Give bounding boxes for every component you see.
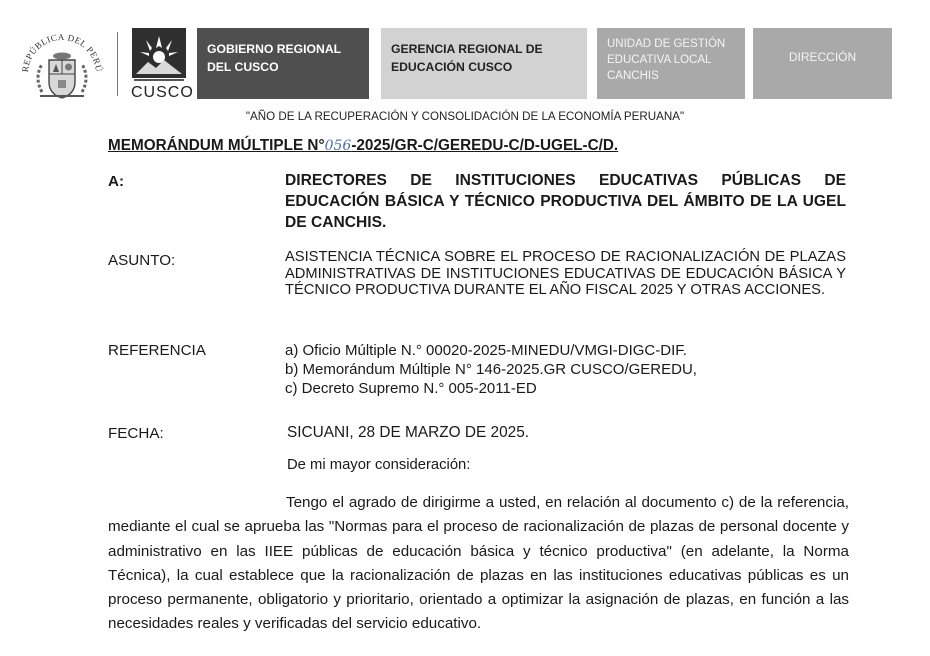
body-paragraph: [108, 491, 849, 637]
reference-item: b) Memorándum Múltiple N° 146-2025.GR CUSCO/GEREDU,: [285, 361, 697, 378]
to-label: A:: [108, 173, 125, 190]
date-value: SICUANI, 28 DE MARZO DE 2025.: [287, 424, 530, 441]
body-paragraph-text: Tengo el agrado de dirigirme a usted, en relación al documento c) de la referencia, mediante el cual se aprueba las "Normas para el proceso de racionalización de plazas de personal docente y administrativo en las IIEE públicas de educación básica y técnico productiva" (en adelante, la Norma Técnica), la cual establece que la racionalización de plazas en las instituciones educativas públicas es un proceso permanente, obligatorio y prioritario, orientado a optimizar la asignación de plazas, en función a las necesidades reales y verificadas del servicio educativo.: [108, 494, 849, 633]
header-box-direccion: DIRECCIÓN: [753, 28, 892, 99]
peru-coat-of-arms-icon: [18, 26, 106, 104]
org-logo-wordmark: CUSCO: [131, 84, 194, 101]
subject-value: ASISTENCIA TÉCNICA SOBRE EL PROCESO DE RACIONALIZACIÓN DE PLAZAS ADMINISTRATIVAS DE INSTITUCIONES EDUCATIVAS DE EDUCACIÓN BÁSICA Y TÉCNICO PRODUCTIVA DURANTE EL AÑO FISCAL 2025 Y OTRAS ACCIONES.: [285, 249, 846, 298]
header-box-gobierno-regional: GOBIERNO REGIONAL DEL CUSCO: [197, 28, 369, 99]
memo-number-handwritten: 056: [324, 138, 352, 154]
to-value: DIRECTORES DE INSTITUCIONES EDUCATIVAS PÚBLICAS DE EDUCACIÓN BÁSICA Y TÉCNICO PRODUCTIVA DEL ÁMBITO DE LA UGEL DE CANCHIS.: [285, 172, 846, 231]
memo-title-suffix: -2025/GR-C/GEREDU-C/D-UGEL-C/D.: [351, 137, 619, 154]
header-box-gerencia-regional: GERENCIA REGIONAL DE EDUCACIÓN CUSCO: [381, 28, 587, 99]
reference-item: a) Oficio Múltiple N.° 00020-2025-MINEDU/VMGI-DIGC-DIF.: [285, 342, 687, 359]
reference-list: [285, 341, 846, 398]
subject-label: ASUNTO:: [108, 252, 176, 269]
header-divider: [117, 32, 118, 96]
header-box-ugel: UNIDAD DE GESTIÓN EDUCATIVA LOCAL CANCHIS: [597, 28, 745, 99]
memo-title: [108, 137, 618, 155]
memo-title-prefix: MEMORÁNDUM MÚLTIPLE N°: [108, 137, 325, 154]
year-motto: "AÑO DE LA RECUPERACIÓN Y CONSOLIDACIÓN DE LA ECONOMÍA PERUANA": [245, 110, 685, 123]
reference-label: REFERENCIA: [108, 342, 206, 359]
date-label: FECHA:: [108, 425, 164, 442]
greeting: De mi mayor consideración:: [287, 457, 471, 473]
svg-text:REPÚBLICA DEL PERÚ: REPÚBLICA DEL PERÚ: [19, 31, 105, 73]
reference-item: c) Decreto Supremo N.° 005-2011-ED: [285, 380, 537, 397]
